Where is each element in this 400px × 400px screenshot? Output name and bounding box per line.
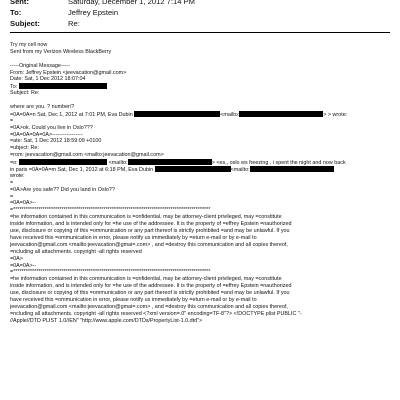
redaction-bar bbox=[134, 111, 220, 117]
redaction-bar bbox=[155, 166, 231, 172]
body-line: =0A>ok. Could you live in Oslo??? bbox=[10, 124, 93, 131]
body-line: =********************************************************************************************** bbox=[10, 207, 211, 214]
body-line: =ate: Sat, 1 Dec 2012 18:59:09 +0100 bbox=[10, 138, 102, 145]
body-line: =0A=0A>-- bbox=[10, 200, 37, 207]
body-line: //Apple//DTD PLIST 1.0//EN" "http://www.apple.com/DTDs/PropertyList-1.0.dtd"> bbox=[10, 317, 203, 324]
body-line bbox=[10, 111, 396, 118]
body-line: = bbox=[10, 193, 14, 200]
redaction-bar bbox=[19, 159, 107, 165]
sent-value: Saturday, December 1, 2012 7:14 PM bbox=[68, 0, 195, 6]
body-line: Date: Sat, 1 Dec 2012 18:07:04 bbox=[10, 76, 86, 83]
body-line: wrote: bbox=[10, 172, 25, 179]
redaction-bar bbox=[19, 83, 107, 89]
sent-label: Sent: bbox=[10, 0, 29, 6]
line-part: =0A=0A=n Sat, Dec 1, 2012 at 7:01 PM, Eva Dubin bbox=[10, 111, 133, 118]
body-line bbox=[10, 166, 396, 173]
body-line: Subject: Re: bbox=[10, 90, 40, 97]
body-line: =0A> bbox=[10, 255, 23, 262]
body-line: use, disclosure or copying of this =ommunication or any part thereof is strictly prohibited =and may be unlawful. If you bbox=[10, 228, 290, 235]
to-value: Jeffrey Epstein bbox=[68, 8, 119, 17]
line-part: =o: bbox=[10, 160, 18, 167]
mailto-part: <mailto: bbox=[230, 167, 250, 173]
body-line: =********************************************************************************************** bbox=[10, 269, 211, 276]
blank-line bbox=[10, 56, 396, 63]
body-line: jeevacation@gmail.com <mailto:jeevacation@gmai=.com> , and =destroy this communication and all copies thereof, bbox=[10, 303, 288, 310]
body-line: =ncluding all attachments. copyright -all rights reserved bbox=[10, 248, 142, 255]
subject-label: Subject: bbox=[10, 19, 40, 28]
body-line: inside information, and is intended only for =he use of the addressee. It is the property of =effrey Epstein =nauthorized bbox=[10, 221, 292, 228]
body-line: =ubject: Re: bbox=[10, 145, 39, 152]
header-divider bbox=[10, 32, 390, 33]
body-line: -----Original Message----- bbox=[10, 62, 70, 69]
body-line: where are you. ? number/? bbox=[10, 104, 75, 111]
body-line: inside information, and is intended only for =he use of the addressee. It is the property of =effrey Epstein =nauthorized bbox=[10, 283, 292, 290]
body-line: =0A>Are you safe?? Did you land in Oslo?? bbox=[10, 186, 115, 193]
subject-value: Re: bbox=[68, 19, 80, 28]
body-line: =0A=0A>-- bbox=[10, 262, 37, 269]
body-line: =rom: jeevacation@gmail.com <mailto:jeevacation@gmail.com> bbox=[10, 152, 164, 159]
body-line: =ncluding all attachments. copyright -all rights reserved <?xml version=.0" encoding=TF-8"?> <!DOCTYPE plist PUBLIC "- bbox=[10, 310, 302, 317]
body-line: = bbox=[10, 179, 14, 186]
mailto-part: <mailto: bbox=[220, 111, 240, 118]
to-prefix: To: bbox=[10, 84, 18, 91]
body-line: =he information contained in this communication is =onfidential, may be attorney-client privileged, may =constitute bbox=[10, 214, 282, 221]
to-label: To: bbox=[10, 8, 22, 17]
body-line bbox=[10, 83, 396, 90]
email-body bbox=[10, 42, 396, 325]
body-line: =0A=0A=0A=0A>----------------- bbox=[10, 131, 83, 138]
body-line: =he information contained in this communication is =onfidential, may be attorney-client privileged, may =constitute bbox=[10, 276, 282, 283]
redaction-bar bbox=[128, 159, 212, 165]
mailto-part: <mailto: bbox=[108, 160, 128, 167]
redaction-bar bbox=[239, 111, 323, 117]
body-line: From: Jeffrey Epstein <jeevacation@gmail.com> bbox=[10, 69, 127, 76]
blank-line bbox=[10, 97, 396, 104]
body-line: = bbox=[10, 117, 14, 124]
redaction-bar bbox=[250, 166, 334, 172]
body-line: Sent from my Verizon Wireless BlackBerry bbox=[10, 48, 112, 55]
line-part: in paris =0A=0A=m Sat, Dec 1, 2012 at 6:18 PM, Eva Dubin bbox=[10, 167, 154, 173]
body-line bbox=[10, 159, 396, 166]
line-part: > <es,, oslo ws freezing , i spent the night and now back bbox=[211, 160, 346, 167]
body-line: Try my cell now bbox=[10, 42, 48, 48]
line-part: > > wrote: bbox=[323, 111, 348, 118]
body-line: use, disclosure or copying of this =ommunication or any part thereof is strictly prohibited =and may be unlawful. If you bbox=[10, 290, 290, 297]
body-line: jeevacation@gmail.com <mailto:jeevacation@gmai=.com> , and =destroy this communication and all copies thereof, bbox=[10, 241, 288, 248]
body-line: have received this =ommunication in error, please notify us immediately by =eturn e-mail or by e-mail to bbox=[10, 296, 257, 303]
body-line: have received this =ommunication in error, please notify us immediately by =eturn e-mail or by e-mail to bbox=[10, 234, 257, 241]
